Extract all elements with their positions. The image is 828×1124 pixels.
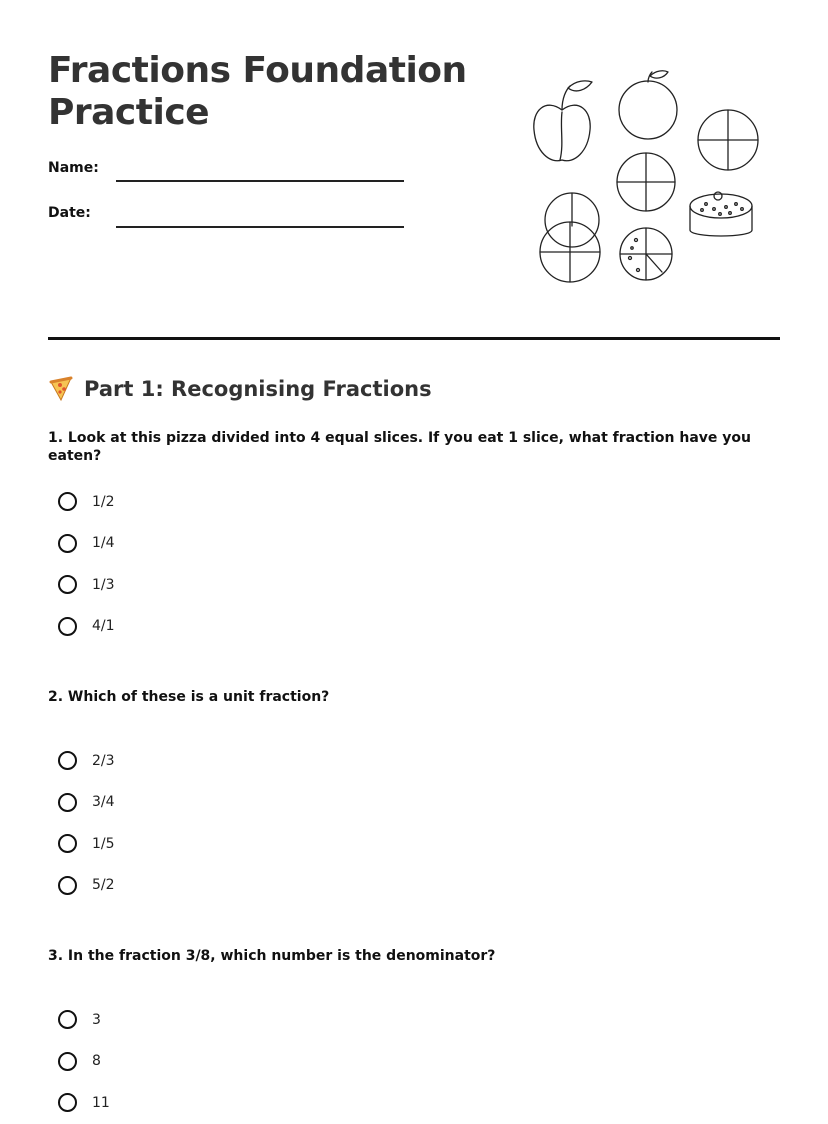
question-3-text: 3. In the fraction 3/8, which number is the denominator? bbox=[48, 948, 496, 964]
radio-button[interactable] bbox=[58, 1093, 77, 1112]
option-2b[interactable] bbox=[58, 782, 115, 824]
option-3b[interactable] bbox=[58, 1041, 110, 1083]
question-1 bbox=[48, 429, 808, 635]
apple-icon bbox=[619, 71, 677, 139]
pizza-icon bbox=[620, 228, 672, 280]
part1-heading bbox=[48, 374, 432, 404]
option-label: 8 bbox=[92, 1053, 101, 1070]
radio-button[interactable] bbox=[58, 534, 77, 553]
worksheet-title: Fractions Foundation Practice bbox=[48, 50, 467, 133]
radio-button[interactable] bbox=[58, 617, 77, 636]
quartered-circle-icon bbox=[698, 110, 758, 170]
option-label: 3/4 bbox=[92, 794, 115, 811]
question-1-text: 1. Look at this pizza divided into 4 equal slices. If you eat 1 slice, what fraction have you eaten? bbox=[48, 430, 751, 464]
radio-button[interactable] bbox=[58, 751, 77, 770]
option-2a[interactable] bbox=[58, 740, 115, 782]
option-2d[interactable] bbox=[58, 865, 115, 907]
option-label: 1/4 bbox=[92, 535, 115, 552]
option-3c[interactable] bbox=[58, 1082, 110, 1124]
radio-button[interactable] bbox=[58, 575, 77, 594]
quartered-circle-icon bbox=[617, 153, 675, 211]
option-label: 4/1 bbox=[92, 618, 115, 635]
overlapping-circles-icon bbox=[540, 193, 600, 282]
option-label: 1/5 bbox=[92, 835, 115, 852]
option-1b[interactable] bbox=[58, 523, 115, 565]
option-1c[interactable] bbox=[58, 564, 115, 606]
cake-icon bbox=[690, 192, 752, 236]
question-3-options bbox=[58, 999, 110, 1124]
question-1-options bbox=[58, 481, 115, 647]
question-2-text: 2. Which of these is a unit fraction? bbox=[48, 689, 330, 705]
question-2-options bbox=[58, 740, 115, 906]
radio-button[interactable] bbox=[58, 876, 77, 895]
option-label: 11 bbox=[92, 1094, 110, 1111]
name-field[interactable] bbox=[116, 180, 404, 182]
option-label: 1/2 bbox=[92, 493, 115, 510]
option-3a[interactable] bbox=[58, 999, 110, 1041]
radio-button[interactable] bbox=[58, 834, 77, 853]
option-1a[interactable] bbox=[58, 481, 115, 523]
option-label: 5/2 bbox=[92, 877, 115, 894]
option-label: 3 bbox=[92, 1011, 101, 1028]
name-label: Name: bbox=[48, 160, 99, 176]
radio-button[interactable] bbox=[58, 1052, 77, 1071]
date-label: Date: bbox=[48, 205, 91, 221]
question-3 bbox=[48, 947, 808, 1111]
apple-icon bbox=[534, 81, 592, 161]
question-2 bbox=[48, 688, 808, 894]
option-1d[interactable] bbox=[58, 606, 115, 648]
option-label: 2/3 bbox=[92, 752, 115, 769]
option-label: 1/3 bbox=[92, 576, 115, 593]
fruit-and-fractions-illustration bbox=[526, 68, 766, 288]
radio-button[interactable] bbox=[58, 1010, 77, 1029]
radio-button[interactable] bbox=[58, 492, 77, 511]
section-divider bbox=[48, 337, 780, 340]
option-2c[interactable] bbox=[58, 823, 115, 865]
pizza-slice-icon bbox=[48, 376, 74, 402]
part1-heading-text: Part 1: Recognising Fractions bbox=[84, 377, 432, 401]
date-field[interactable] bbox=[116, 226, 404, 228]
radio-button[interactable] bbox=[58, 793, 77, 812]
